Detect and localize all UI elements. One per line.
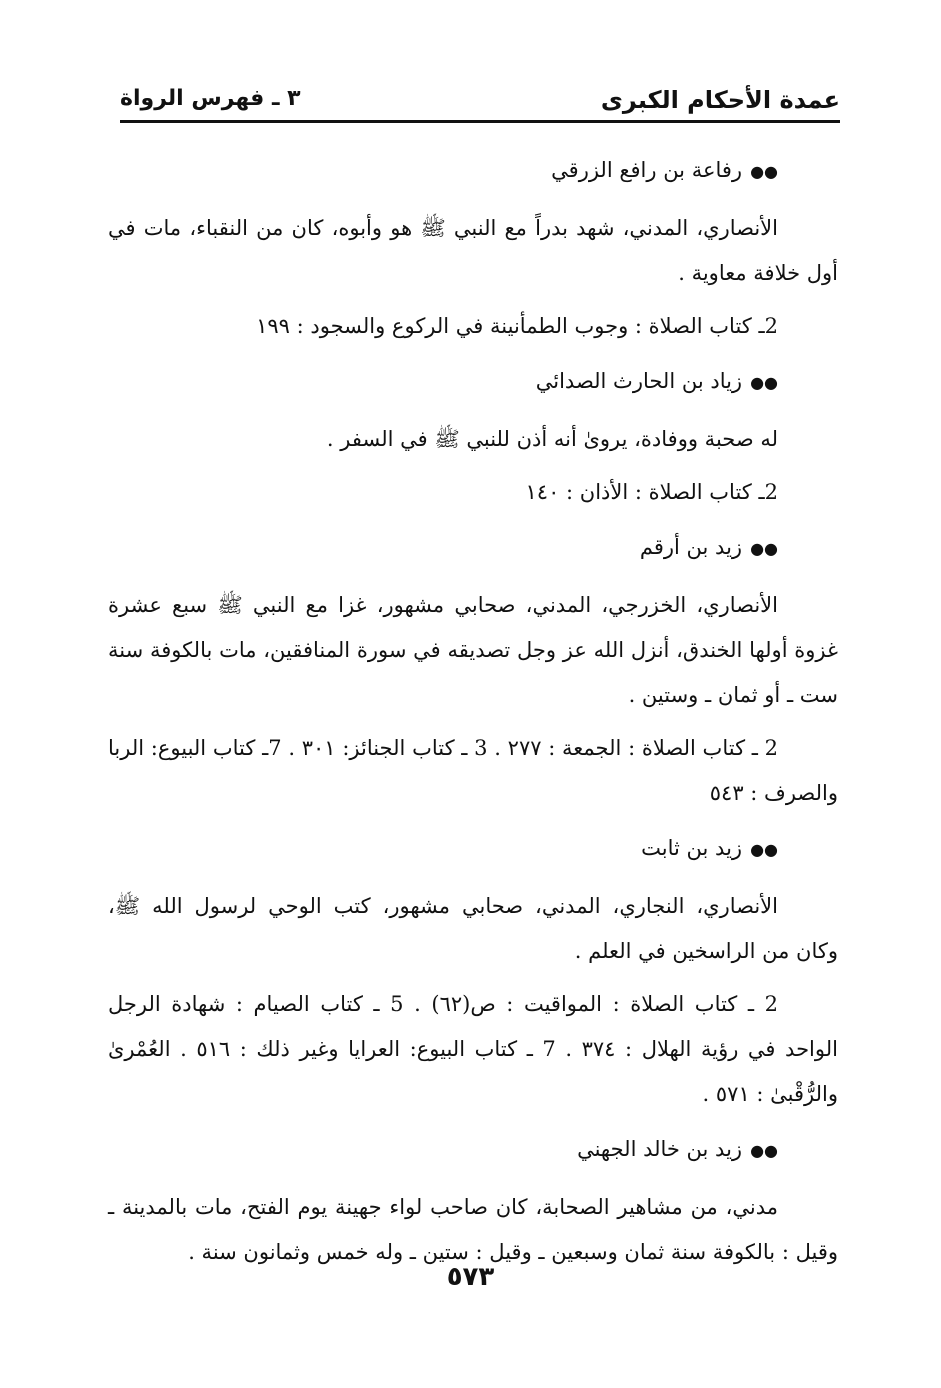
narrator-name: ●●زياد بن الحارث الصدائي xyxy=(535,369,778,393)
bullet-dots-icon: ●● xyxy=(750,162,778,181)
page-number: ٥٧٣ xyxy=(446,1262,495,1292)
narrator-description: له صحبة ووفادة، يروىٰ أنه أذن للنبي ﷺ في السفر . xyxy=(326,427,778,451)
narrators-index xyxy=(108,148,838,1275)
bullet-dots-icon: ●● xyxy=(750,373,778,392)
bullet-dots-icon: ●● xyxy=(750,840,778,859)
bullet-dots-icon: ●● xyxy=(750,1141,778,1160)
book-title: عمدة الأحكام الكبرى xyxy=(600,86,840,114)
section-title: ٣ ـ فهرس الرواة xyxy=(120,86,301,111)
narrator-description: الأنصاري، النجاري، المدني، صحابي مشهور، كتب الوحي لرسول الله ﷺ، وكان من الراسخين في العلم . xyxy=(108,894,838,963)
narrator-references: 2 ـ كتاب الصلاة : الجمعة : ٢٧٧ . 3 ـ كتاب الجنائز: ٣٠١ . 7ـ كتاب البيوع: الربا والصرف : ٥٤٣ xyxy=(108,736,838,805)
narrator-name: ●●زيد بن ثابت xyxy=(641,836,778,860)
bullet-dots-icon: ●● xyxy=(750,539,778,558)
narrator-references: 2 ـ كتاب الصلاة : المواقيت : ص(٦٢) . 5 ـ كتاب الصيام : شهادة الرجل الواحد في رؤية الهلال : ٣٧٤ . 7 ـ كتاب البيوع: العرايا وغير ذلك : ٥١٦ . العُمْرىٰ والرُّقْبىٰ : ٥٧١ . xyxy=(108,992,838,1106)
narrator-name: ●●رفاعة بن رافع الزرقي xyxy=(551,158,778,182)
narrator-description: الأنصاري، المدني، شهد بدراً مع النبي ﷺ هو وأبوه، كان من النقباء، مات في أول خلافة معاوية . xyxy=(108,216,838,285)
narrator-description: الأنصاري، الخزرجي، المدني، صحابي مشهور، غزا مع النبي ﷺ سبع عشرة غزوة أولها الخندق، أنزل الله عز وجل تصديقه في سورة المنافقين، مات بالكوفة سنة ست ـ أو ثمان ـ وستين . xyxy=(108,593,838,707)
narrator-name: ●●زيد بن أرقم xyxy=(639,535,778,559)
narrator-name: ●●زيد بن خالد الجهني xyxy=(577,1137,778,1161)
narrator-references: 2ـ كتاب الصلاة : الأذان : ١٤٠ xyxy=(525,480,778,504)
running-header xyxy=(120,82,840,123)
narrator-references: 2ـ كتاب الصلاة : وجوب الطمأنينة في الركوع والسجود : ١٩٩ xyxy=(256,314,778,338)
narrator-description: مدني، من مشاهير الصحابة، كان صاحب لواء جهينة يوم الفتح، مات بالمدينة ـ وقيل : بالكوفة سنة ثمان وسبعين ـ وقيل : ستين ـ وله خمس وثمانون سنة . xyxy=(108,1195,838,1264)
